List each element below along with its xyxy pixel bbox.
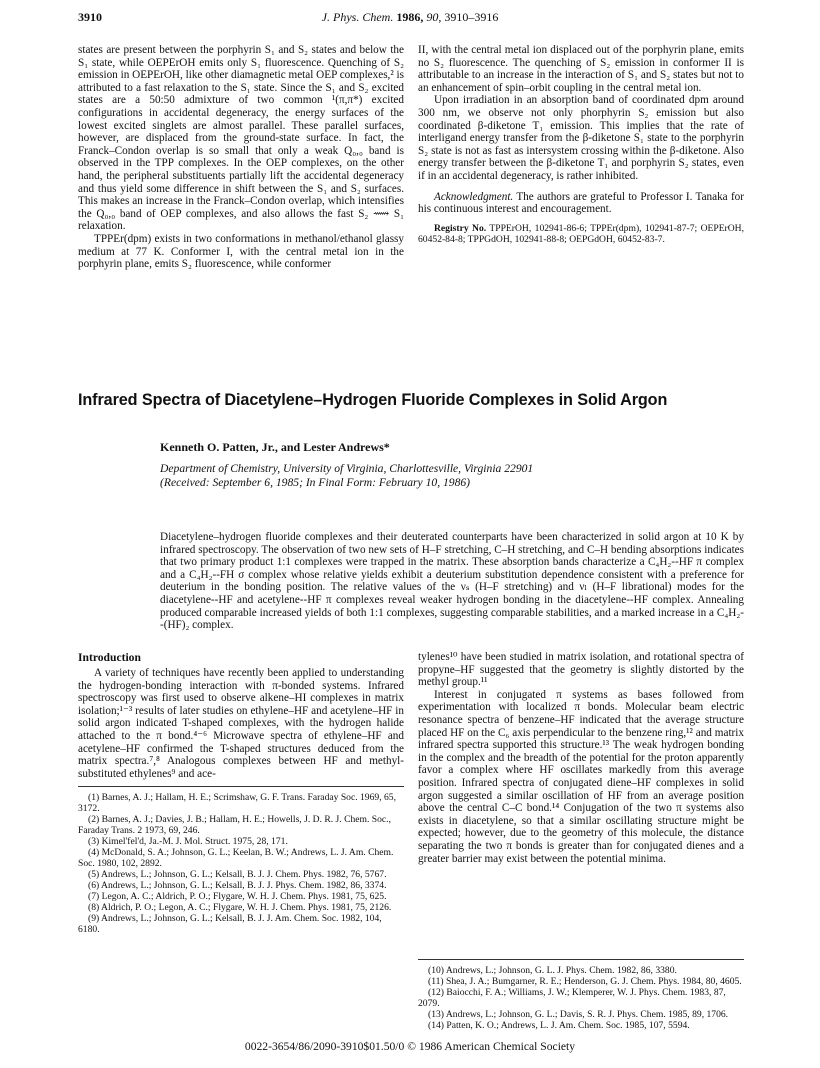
intro-right-column (418, 651, 744, 865)
reference: (7) Legon, A. C.; Aldrich, P. O.; Flygare, W. H. J. Chem. Phys. 1981, 75, 625. (88, 891, 387, 902)
acknowledgment (418, 191, 744, 216)
paragraph: tylenes¹⁰ have been studied in matrix isolation, and rotational spectra of propyne–HF suggested that the geometry is slightly distorted by the methyl group.¹¹ (418, 651, 744, 689)
intro-left-column (78, 667, 404, 780)
page-number: 3910 (78, 10, 102, 24)
previous-article-right-column (418, 44, 744, 245)
previous-article-left-column (78, 44, 404, 271)
reference: (8) Aldrich, P. O.; Legon, A. C.; Flygare, W. H. J. Chem. Phys. 1981, 75, 2126. (88, 902, 392, 913)
reference: (3) Kimel'fel'd, Ja.-M. J. Mol. Struct. 1975, 28, 171. (88, 836, 288, 847)
copyright-footer: 0022-3654/86/2090-3910$01.50/0 © 1986 American Chemical Society (244, 1040, 576, 1053)
affiliation-block (160, 462, 740, 489)
journal-year: 1986, (396, 10, 424, 24)
journal-name: J. Phys. Chem. (321, 10, 394, 24)
reference: (14) Patten, K. O.; Andrews, L. J. Am. Chem. Soc. 1985, 107, 5594. (428, 1020, 690, 1031)
article-authors: Kenneth O. Patten, Jr., and Lester Andrews* (160, 440, 390, 454)
paragraph: Interest in conjugated π systems as bases followed from experimentation with localized π bonds. Molecular beam electric resonance spectra of benzene–HF indicated that the average structure placed HF on the C₆ axis perpendicular to the benzene ring,¹² and matrix infrared spectra supported this structure.¹³ The weak hydrogen bonding in the complex and the breadth of the potential for the proton apparently favor a complex where HF oscillates markedly from this average position. Infrared spectra of conjugated diene–HF complexes in solid argon suggested a similar oscillation of HF from an average position above the central C–C bond.¹⁴ Conjugation of the two π systems also exists in diacetylene, so that a similar oscillating structure might be expected; however, due to the geometry of this molecule, the distance separating the two π bonds is greater than for conjugated dienes and a greater barrier may exist between the potential minima. (418, 688, 744, 865)
reference: (13) Andrews, L.; Johnson, G. L.; Davis, S. R. J. Phys. Chem. 1985, 89, 1706. (428, 1009, 729, 1020)
journal-volume: 90, (426, 10, 442, 24)
reference: (4) McDonald, S. A.; Johnson, G. L.; Keelan, B. W.; Andrews, L. J. Am. Chem. Soc. 1980, 102, 2892. (78, 847, 394, 869)
reference: (11) Shea, J. A.; Bumgarner, R. E.; Henderson, G. J. Chem. Phys. 1984, 80, 4605. (428, 976, 742, 987)
abstract: Diacetylene–hydrogen fluoride complexes and their deuterated counterparts have been characterized in solid argon at 10 K by infrared spectroscopy. The observation of two new sets of H–F stretching, C–H stretching, and C–H bending absorptions indicates that two primary product 1:1 complexes were trapped in the matrix. These absorption bands characterize a C₄H₂--HF π complex and a C₄H₂--FH σ complex whose relative yields exhibit a deuterium substitution dependence consistent with a preference for deuterium in the bonding position. The relative values of the νₛ (H–F stretching) and νₗ (H–F librational) modes for the diacetylene--HF and acetylene--HF π complexes reveal weaker hydrogen bonding in the diacetylene--HF complex. Annealing produced comparable increased yields of both 1:1 complexes, suggesting comparable stabilities, and a marked increase in a C₄H₂--(HF)₂ complex. (160, 531, 744, 632)
paragraph: II, with the central metal ion displaced out of the porphyrin plane, emits no S₂ fluorescence. The quenching of S₂ emission in conformer II is attributable to an increase in the interaction of S₁ and S₂ states but not to an enhancement of spin–orbit coupling in the central metal ion. (418, 44, 744, 94)
acknowledgment-text: The authors are grateful to Professor I. Tanaka for his continuous interest and encouragement. (418, 190, 744, 216)
acknowledgment-label: Acknowledgment. (434, 190, 514, 203)
reference: (2) Barnes, A. J.; Davies, J. B.; Hallam, H. E.; Howells, J. D. R. J. Chem. Soc., Faraday Trans. 2 1973, 69, 246. (78, 814, 391, 836)
registry-numbers (418, 223, 744, 245)
reference: (1) Barnes, A. J.; Hallam, H. E.; Scrimshaw, G. F. Trans. Faraday Soc. 1969, 65, 3172. (78, 792, 396, 814)
reference: (10) Andrews, L.; Johnson, G. L. J. Phys. Chem. 1982, 86, 3380. (428, 965, 677, 976)
reference: (9) Andrews, L.; Johnson, G. L.; Kelsall, B. J. J. Am. Chem. Soc. 1982, 104, 6180. (78, 913, 382, 935)
affiliation: Department of Chemistry, University of Virginia, Charlottesville, Virginia 22901 (160, 462, 534, 475)
references-left (78, 786, 404, 935)
section-heading: Introduction (78, 651, 141, 664)
references-right (418, 959, 744, 1031)
registry-text: TPPErOH, 102941-86-6; TPPEr(dpm), 102941-87-7; OEPErOH, 60452-84-8; TPPGdOH, 102941-88-8; OEPGdOH, 60452-83-7. (418, 222, 745, 245)
paragraph: A variety of techniques have recently been applied to understanding the hydrogen-bonding interaction with π-bonded systems. Infrared spectroscopy was first used to observe alkene–HI complexes in matrix isolation;¹⁻³ results of later studies on ethylene–HF and acetylene–HF in solid argon indicated T-shaped complexes, with the hydrogen halide attached to the π bond.⁴⁻⁶ Microwave spectra of ethylene–HF and acetylene–HF confirmed the T-shaped structures deduced from the matrix spectra.⁷,⁸ Analogous complexes between HF and methyl-substituted ethylenes⁹ and ace- (78, 667, 404, 780)
paragraph: TPPEr(dpm) exists in two conformations in methanol/ethanol glassy medium at 77 K. Conformer I, with the central metal ion in the porphyrin plane, emits S₂ fluorescence, while conformer (78, 232, 404, 271)
journal-pages: 3910–3916 (444, 10, 499, 24)
registry-label: Registry No. (434, 222, 487, 234)
journal-header (0, 10, 820, 25)
paragraph: states are present between the porphyrin S₁ and S₂ states and below the S₁ state, while OEPErOH emits only S₁ fluorescence. Quenching of S₂ emission in OEPErOH, like other diamagnetic metal OEP complexes,² is attributed to a fast relaxation to the S₁ state. Since the S₁ and S₂ excited states are a 50:50 admixture of two common ¹(π,π*) excited configurations in accidental degeneracy, the energy surfaces of the lowest excited singlets are almost parallel. These parallel surfaces, however, are displaced from the ground-state surface. In fact, the Franck–Condon overlap is so small that only a weak Q₀,₀ band is observed in the TPP complexes. In the OEP complexes, on the other hand, the peripheral substituents partially lift the accidental degeneracy and thus yield some difference in shift between the S₁ and S₂ surfaces. This makes an increase in the Franck–Condon overlap, which intensifies the Q₀,₀ band of OEP complexes, and also allows the fast S₂ ⟿ S₁ relaxation. (78, 44, 404, 233)
reference: (12) Baiocchi, F. A.; Williams, J. W.; Klemperer, W. J. Phys. Chem. 1983, 87, 2079. (418, 987, 726, 1009)
paragraph: Upon irradiation in an absorption band of coordinated dpm around 300 nm, we observe not only phorphyrin S₂ emission but also coordinated β-diketone T₁ emission. This implies that the rate of interligand energy transfer from the β-diketone S₁ state to the porphyrin S₂ state is not as fast as intersystem crossing within the β-diketone. Also energy transfer between the β-diketone T₁ and porphyrin S₂ states, even if in an accidental degeneracy, is rather inhibited. (418, 94, 744, 182)
reference: (6) Andrews, L.; Johnson, G. L.; Kelsall, B. J. J. Phys. Chem. 1982, 86, 3374. (88, 880, 387, 891)
received-dates: (Received: September 6, 1985; In Final Form: February 10, 1986) (160, 475, 471, 489)
reference: (5) Andrews, L.; Johnson, G. L.; Kelsall, B. J. J. Chem. Phys. 1982, 76, 5767. (88, 869, 387, 880)
article-title: Infrared Spectra of Diacetylene–Hydrogen Fluoride Complexes in Solid Argon (78, 391, 668, 409)
